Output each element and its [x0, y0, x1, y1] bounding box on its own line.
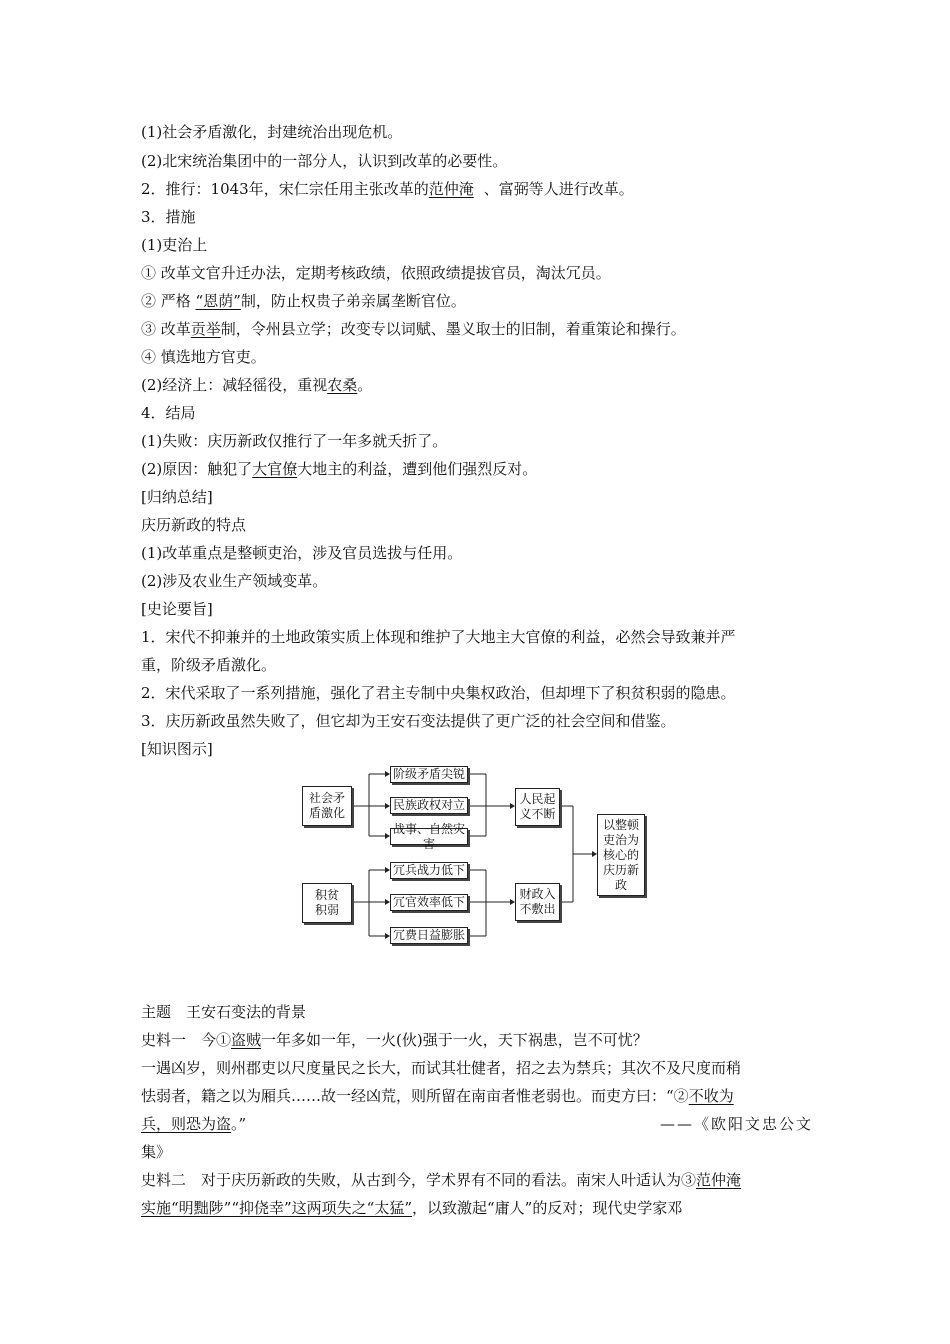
- underlined-term: 兵，则恐为盗: [141, 1115, 232, 1133]
- box-text: 积弱: [314, 903, 339, 917]
- text-span: 史料一 今①: [141, 1031, 232, 1049]
- diagram-box-jieji: [390, 766, 468, 783]
- underlined-term: 盗贼: [231, 1031, 262, 1049]
- box-text: 庆历新: [602, 862, 639, 877]
- box-text: 民族政权对立: [392, 798, 465, 812]
- section-heading: 3．措施: [141, 208, 196, 226]
- underlined-term: 不收为: [688, 1087, 734, 1105]
- underlined-term: 范仲淹: [428, 180, 474, 198]
- text-line: 一遇凶岁，则州郡吏以尺度量民之长大，而试其壮健者，招之去为禁兵；其次不及尺度而稍: [141, 1059, 742, 1077]
- source-1-line: [141, 1030, 813, 1050]
- diagram-box-result: [597, 814, 645, 896]
- box-text: 不敷出: [519, 902, 556, 916]
- box-text: 财政入: [519, 887, 556, 901]
- topic-heading: 主题 王安石变法的背景: [141, 1003, 307, 1021]
- box-text: 阶级矛盾尖锐: [392, 767, 465, 781]
- underlined-term: 贡举: [190, 320, 221, 338]
- diagram-box-shehui: [302, 786, 352, 826]
- diagram-box-zhanshi: [390, 821, 468, 851]
- text-line: 庆历新政的特点: [141, 516, 247, 534]
- diagram-box-caizheng: [515, 883, 560, 921]
- bracket-heading: [归纳总结]: [141, 488, 213, 506]
- text-span: (2)经济上：减轻徭役，重视: [141, 376, 328, 394]
- text-span: ② 严格: [141, 292, 196, 310]
- text-span: (2)原因：触犯了: [141, 460, 253, 478]
- section-heading: 4．结局: [141, 404, 196, 422]
- underlined-term: 范仲淹: [696, 1171, 742, 1189]
- text-span: 大地主的利益，遭到他们强烈反对。: [297, 460, 538, 478]
- diagram-box-renmin: [515, 788, 560, 826]
- text-line-m3: [141, 319, 813, 339]
- text-line: 1．宋代不抑兼并的土地政策实质上体现和维护了大地主大官僚的利益，必然会导致兼并严: [141, 628, 736, 646]
- diagram-box-jipin: [302, 883, 352, 923]
- text-line: 重，阶级矛盾激化。: [141, 656, 277, 674]
- text-line: [141, 1086, 813, 1106]
- diagram-box-minzu: [390, 797, 468, 814]
- text-span: ，以致激起“庸人”的反对；现代史学家邓: [412, 1199, 683, 1217]
- box-text: 盾激化: [308, 806, 345, 820]
- text-span: 一年多如一年，一火(伙)强于一火，天下祸患，岂不可忧？: [261, 1031, 648, 1049]
- bracket-heading: [知识图示]: [141, 740, 213, 758]
- text-line: (2)涉及农业生产领域变革。: [141, 572, 328, 590]
- box-text: 战事、自然灾害: [392, 821, 465, 851]
- text-line: ① 改革文官升迁办法，定期考核政绩，依照政绩提拔官员，淘汰冗员。: [141, 264, 611, 282]
- text-line: 3．庆历新政虽然失败了，但它却为王安石变法提供了更广泛的社会空间和借鉴。: [141, 712, 676, 730]
- text-line: (1)社会矛盾激化，封建统治出现危机。: [141, 123, 403, 141]
- text-line-jingji: [141, 375, 813, 395]
- box-text: 冗官效率低下: [392, 895, 465, 909]
- text-span: 2．推行：1043年，宋仁宗任用主张改革的: [141, 180, 429, 198]
- underlined-term: 大官僚: [252, 460, 298, 478]
- bracket-heading: [史论要旨]: [141, 600, 213, 618]
- diagram-box-rongguan: [390, 894, 468, 911]
- box-text: 以整顿: [602, 817, 639, 832]
- text-span: 怯弱者，籍之以为厢兵……故一经凶荒，则所留在南亩者惟老弱也。而吏方曰：“②: [141, 1087, 689, 1105]
- text-span: 制，防止权贵子弟亲属垄断官位。: [240, 292, 466, 310]
- text-span: 制，令州县立学；改变专以词赋、墨义取士的旧制，着重策论和操行。: [220, 320, 686, 338]
- box-text: 吏治为: [602, 832, 639, 847]
- box-text: 积贫: [314, 888, 339, 902]
- box-text: 政: [614, 877, 627, 892]
- text-line-yuanyin: [141, 459, 813, 479]
- text-span: 、富弼等人进行改革。: [483, 180, 634, 198]
- text-line: 2．宋代采取了一系列措施，强化了君主专制中央集权政治，但却埋下了积贫积弱的隐患。: [141, 684, 736, 702]
- text-line: [141, 1198, 813, 1218]
- text-span: 。”: [231, 1115, 247, 1133]
- source-2-line: [141, 1170, 813, 1190]
- underlined-term: 农桑: [327, 376, 358, 394]
- text-line: ④ 慎选地方官吏。: [141, 348, 266, 366]
- box-text: 冗兵战力低下: [392, 863, 465, 877]
- text-span: 。: [357, 376, 373, 394]
- diagram-box-rongfei: [390, 927, 468, 944]
- source-citation: ——《欧阳文忠公文: [659, 1115, 813, 1133]
- text-line-tuixing: [141, 179, 813, 199]
- box-text: 冗费日益膨胀: [392, 928, 465, 942]
- box-text: 义不断: [519, 807, 556, 821]
- underlined-term: “恩荫”: [195, 292, 241, 310]
- underlined-term: 实施“明黜陟”“抑侥幸”这两项失之“太猛”: [141, 1199, 413, 1217]
- text-line-m2: [141, 291, 813, 311]
- subsection-heading: (1)吏治上: [141, 236, 208, 254]
- text-line: (1)失败：庆历新政仅推行了一年多就夭折了。: [141, 432, 448, 450]
- text-span: 史料二 对于庆历新政的失败，从古到今，学术界有不同的看法。南宋人叶适认为③: [141, 1171, 697, 1189]
- knowledge-diagram: [300, 766, 650, 948]
- box-text: 人民起: [519, 792, 556, 806]
- box-text: 社会矛: [308, 791, 345, 805]
- source-citation-cont: 集》: [141, 1143, 172, 1161]
- box-text: 核心的: [602, 847, 639, 862]
- diagram-box-rongbing: [390, 862, 468, 879]
- text-line: (1)改革重点是整顿吏治，涉及官员选拔与任用。: [141, 544, 463, 562]
- text-span: ③ 改革: [141, 320, 191, 338]
- text-line: (2)北宋统治集团中的一部分人，认识到改革的必要性。: [141, 152, 508, 170]
